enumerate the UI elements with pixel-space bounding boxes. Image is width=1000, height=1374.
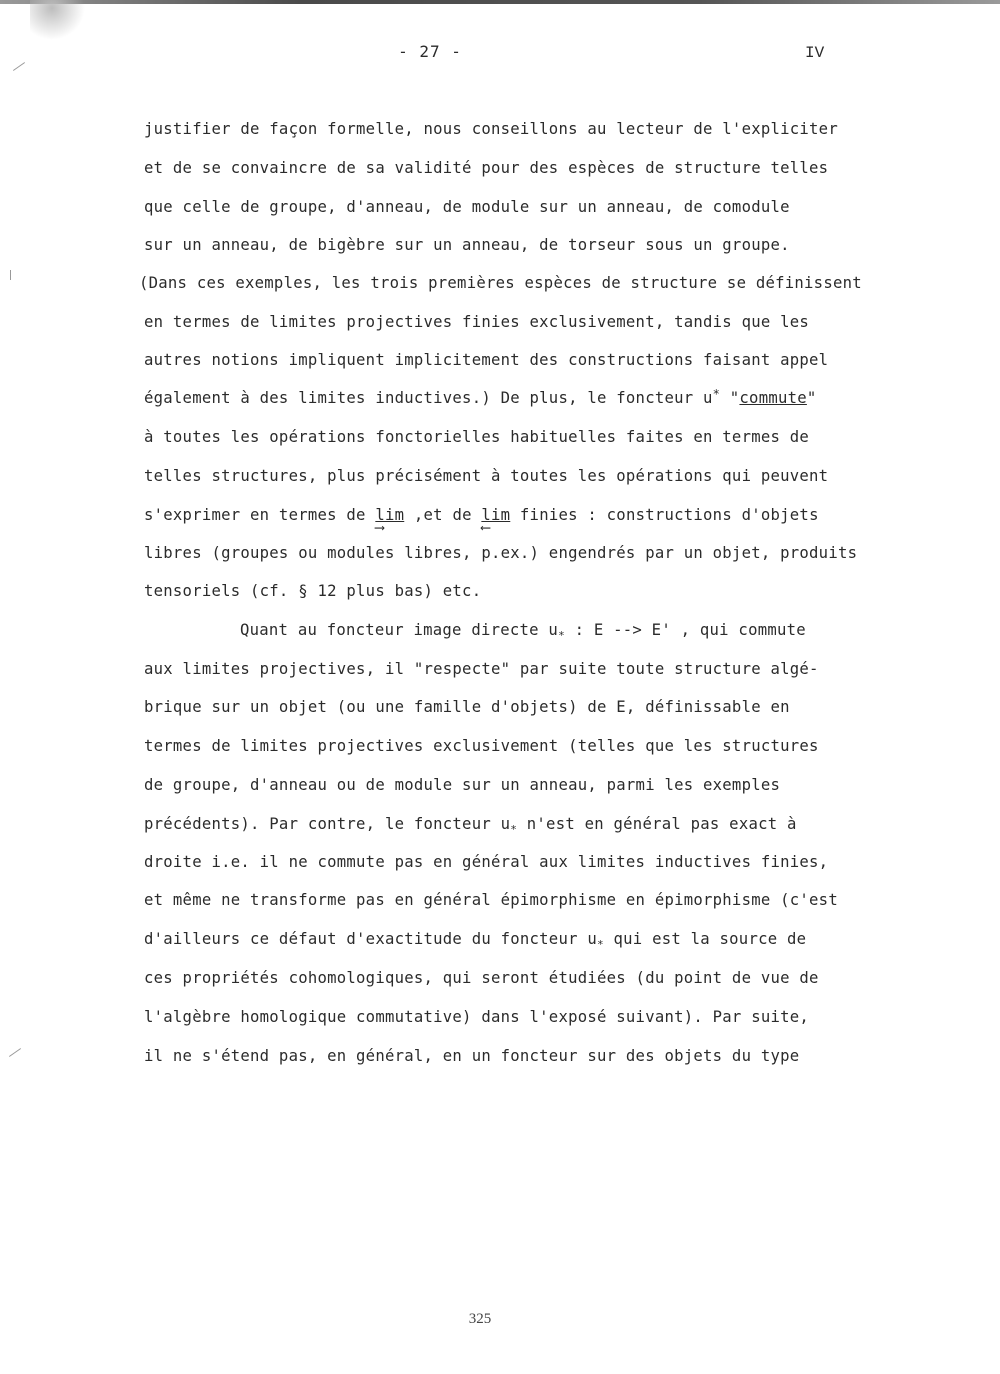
page-edge-shadow (0, 0, 1000, 4)
text-line: et même ne transforme pas en général épimorphisme en épimorphisme (c'est (144, 891, 838, 909)
star-subscript: * (558, 629, 565, 642)
text-segment: n'est en général pas exact à (517, 815, 797, 833)
scan-mark (10, 270, 11, 280)
footer-page-number: 325 (468, 1311, 492, 1327)
lim-text: lim (481, 506, 511, 524)
text-segment: s'exprimer en termes de (144, 506, 376, 524)
text-line: libres (groupes ou modules libres, p.ex.) engendrés par un objet, produits (144, 544, 858, 562)
page-number: - 27 - (398, 42, 462, 61)
scan-mark (13, 62, 25, 71)
right-arrow-icon: ⟶ (375, 520, 382, 536)
text-segment: ,et de (404, 506, 482, 524)
text-segment: : E --> E' , qui commute (564, 621, 806, 639)
left-arrow-icon: ⟵ (481, 520, 488, 536)
text-line: tensoriels (cf. § 12 plus bas) etc. (144, 582, 482, 600)
text-line: autres notions impliquent implicitement des constructions faisant appel (144, 351, 829, 369)
text-line: (Dans ces exemples, les trois premières espèces de structure se définissent (139, 274, 862, 292)
text-segment: Quant au foncteur image directe u (240, 621, 559, 639)
text-segment: d'ailleurs ce défaut d'exactitude du foncteur u (144, 930, 597, 948)
text-line: aux limites projectives, il "respecte" par suite toute structure algé- (144, 660, 819, 678)
text-line (144, 930, 807, 951)
text-line: sur un anneau, de bigèbre sur un anneau, de torseur sous un groupe. (144, 236, 790, 254)
text-segment: précédents). Par contre, le foncteur u (144, 815, 511, 833)
underlined-word: commute (739, 389, 807, 407)
text-line (240, 621, 806, 642)
text-line: de groupe, d'anneau ou de module sur un anneau, parmi les exemples (144, 776, 781, 794)
star-subscript: * (510, 823, 518, 836)
text-line: à toutes les opérations fonctorielles habituelles faites en termes de (144, 428, 810, 446)
scan-smudge (30, 0, 85, 40)
text-line: l'algèbre homologique commutative) dans l'exposé suivant). Par suite, (144, 1008, 810, 1026)
scan-mark (9, 1048, 21, 1057)
text-line: justifier de façon formelle, nous conseillons au lecteur de l'expliciter (144, 120, 838, 138)
projective-limit-symbol (481, 506, 511, 536)
text-line (144, 506, 819, 536)
text-line: que celle de groupe, d'anneau, de module sur un anneau, de comodule (144, 198, 790, 216)
text-line: et de se convaincre de sa validité pour des espèces de structure telles (144, 159, 829, 177)
text-line: brique sur un objet (ou une famille d'objets) de E, définissable en (144, 698, 790, 716)
text-segment: également à des limites inductives.) De plus, le foncteur u (144, 389, 713, 407)
star-superscript: * (712, 387, 721, 401)
inductive-limit-symbol (375, 506, 405, 536)
chapter-label: IV (805, 44, 825, 62)
text-line: telles structures, plus précisément à toutes les opérations qui peuvent (144, 467, 829, 485)
text-line: droite i.e. il ne commute pas en général aux limites inductives finies, (144, 853, 829, 871)
text-segment: " (806, 389, 817, 407)
text-segment: finies : constructions d'objets (510, 506, 819, 524)
text-line: il ne s'étend pas, en général, en un foncteur sur des objets du type (144, 1047, 800, 1065)
lim-text: lim (375, 506, 405, 524)
text-line: en termes de limites projectives finies exclusivement, tandis que les (144, 313, 810, 331)
text-line (144, 815, 797, 836)
text-segment: " (720, 389, 740, 407)
text-segment: qui est la source de (603, 930, 807, 948)
text-line (144, 389, 817, 407)
text-line: ces propriétés cohomologiques, qui seront étudiées (du point de vue de (144, 969, 819, 987)
star-subscript: * (597, 938, 604, 951)
text-line: termes de limites projectives exclusivement (telles que les structures (144, 737, 819, 755)
